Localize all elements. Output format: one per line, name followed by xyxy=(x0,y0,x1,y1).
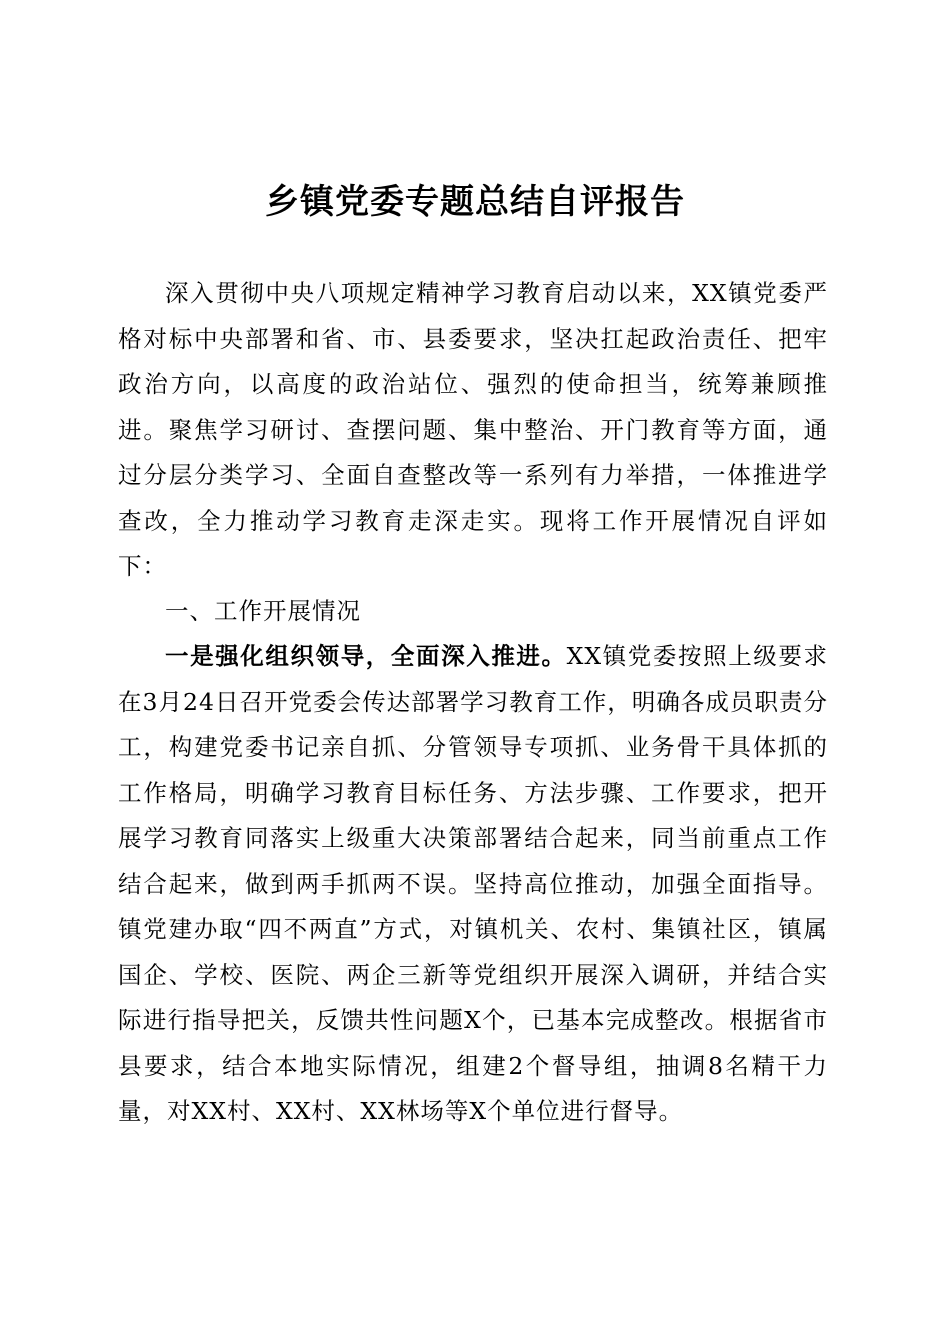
document-title: 乡镇党委专题总结自评报告 xyxy=(265,182,685,222)
section-heading: 一、工作开展情况 xyxy=(165,597,361,625)
intro-paragraph: 深入贯彻中央八项规定精神学习教育启动以来，XX镇党委严格对标中央部署和省、市、县委要求，坚决扛起政治责任、把牢政治方向，以高度的政治站位、强烈的使命担当，统筹兼顾推进。聚焦学习研讨、查摆问题、集中整治、开门教育等方面，通过分层分类学习、全面自查整改等一系列有力举措，一体推进学查改，全力推动学习教育走深走实。现将工作开展情况自评如下： xyxy=(118,279,828,580)
paragraph-lead-text: 一是强化组织领导，全面深入推进。 xyxy=(165,642,567,670)
paragraph-body-text: XX镇党委按照上级要求在3月24日召开党委会传达部署学习教育工作，明确各成员职责分工，构建党委书记亲自抓、分管领导专项抓、业务骨干具体抓的工作格局，明确学习教育目标任务、方法步骤、工作要求，把开展学习教育同落实上级重大决策部署结合起来，同当前重点工作结合起来，做到两手抓两不误。坚持高位推动，加强全面指导。镇党建办取“四不两直”方式，对镇机关、农村、集镇社区，镇属国企、学校、医院、两企三新等党组织开展深入调研，并结合实际进行指导把关，反馈共性问题X个，已基本完成整改。根据省市县要求，结合本地实际情况，组建2个督导组，抽调8名精干力量，对XX村、XX村、XX林场等X个单位进行督导。 xyxy=(118,642,828,1125)
work-paragraph-1 xyxy=(118,634,828,1135)
